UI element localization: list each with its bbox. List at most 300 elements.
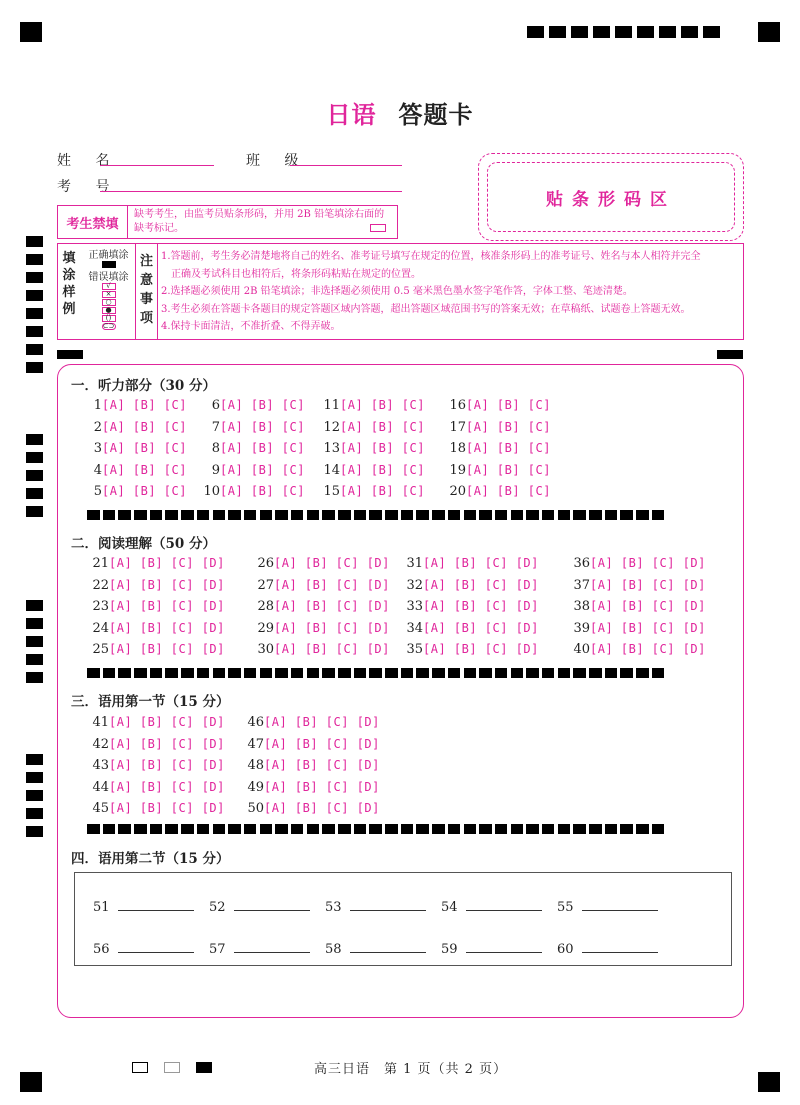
question-number: 53 [325,900,342,915]
question-number: 8 [211,441,220,456]
answer-options[interactable]: [A] [B] [C] [D] [109,715,225,729]
timing-mark [495,824,508,834]
question-row [446,420,551,435]
fill-in-blank[interactable] [93,899,194,915]
question-row [82,463,187,478]
timing-mark [620,824,633,834]
question-number: 60 [557,942,574,957]
timing-mark [401,824,414,834]
timing-mark [589,668,602,678]
timing-mark [479,510,492,520]
answer-options[interactable]: [A] [B] [C] [220,419,305,434]
answer-options[interactable]: [A] [B] [C] [466,441,551,455]
timing-mark [260,824,273,834]
question-number: 28 [257,599,274,614]
timing-mark [448,510,461,520]
question-number: 40 [573,642,590,657]
timing-mark [103,824,116,834]
corner-mark-top-left [20,22,42,42]
timing-mark [165,668,178,678]
timing-mark [244,668,257,678]
answer-options[interactable]: [A] [B] [C] [D] [264,801,380,815]
answer-line[interactable] [118,941,194,953]
note-item: 2.选择题必须使用 2B 铅笔填涂；非选择题必须使用 0.5 毫米黑色墨水签字笔作答，字体工整、笔迹清楚。 [161,286,633,297]
class-field[interactable] [290,152,402,166]
question-row [563,599,706,614]
section-title: 四．语用第二节（15 分） [71,851,230,867]
answer-options[interactable]: [A] [B] [C] [D] [109,599,225,613]
timing-mark [589,510,602,520]
question-number: 12 [323,419,340,435]
question-row [446,398,551,413]
question-number: 11 [323,398,340,413]
question-row [563,578,706,593]
fill-in-blank[interactable] [557,899,658,915]
fill-in-blank[interactable] [441,899,542,915]
answer-options[interactable]: [A] [B] [C] [D] [109,758,225,772]
question-row [82,621,225,636]
answer-options[interactable]: [A] [B] [C] [D] [423,577,539,592]
timing-mark [573,510,586,520]
timing-mark [479,824,492,834]
question-row [82,484,187,499]
question-number: 57 [209,942,226,957]
answer-options[interactable]: [A] [B] [C] [D] [590,599,706,613]
answer-options[interactable]: [A] [B] [C] [466,462,551,477]
answer-line[interactable] [234,899,310,911]
timing-mark [401,668,414,678]
answer-options[interactable]: [A] [B] [C] [466,484,551,498]
page-marker-filled [196,1062,212,1073]
question-row [82,801,225,816]
question-row [563,621,706,636]
answer-options[interactable]: [A] [B] [C] [D] [423,642,539,656]
question-row [82,578,225,593]
question-row [82,556,225,571]
fill-in-blank[interactable] [209,899,310,915]
answer-options[interactable]: [A] [B] [C] [466,398,551,412]
timing-mark [197,824,210,834]
timing-mark [291,824,304,834]
page-title [0,95,800,130]
timing-mark [589,824,602,834]
question-number: 25 [92,642,109,657]
question-row [82,780,225,795]
timing-mark [260,510,273,520]
timing-mark [464,668,477,678]
timing-mark [558,510,571,520]
timing-mark [118,824,131,834]
question-row [82,420,187,435]
separator-marks [87,510,664,520]
question-number: 39 [573,620,590,636]
timing-mark [573,824,586,834]
answer-options[interactable]: [A] [B] [C] [220,484,305,498]
side-mark-left [57,350,83,359]
timing-mark [448,824,461,834]
timing-mark [652,668,665,678]
answer-options[interactable]: [A] [B] [C] [D] [423,556,539,570]
question-number: 54 [441,900,458,915]
answer-options[interactable]: [A] [B] [C] [340,398,425,412]
timing-mark [103,510,116,520]
question-row [320,420,425,435]
page-marker-light [164,1062,180,1073]
timing-mark [369,668,382,678]
question-row [396,578,539,593]
timing-mark [181,824,194,834]
timing-mark [526,668,539,678]
question-number: 36 [573,556,590,571]
separator-marks [87,668,664,678]
absent-mark-box[interactable] [370,224,386,232]
fill-in-blank[interactable] [325,941,426,957]
answer-line[interactable] [118,899,194,911]
absent-text: 缺考考生，由监考员贴条形码，并用 2B 铅笔填涂右面的缺考标记。 [134,209,385,234]
timing-mark [338,510,351,520]
answer-options[interactable]: [A] [B] [C] [D] [264,736,380,751]
timing-mark [636,510,649,520]
question-number: 9 [211,462,220,478]
answer-options[interactable]: [A] [B] [C] [D] [423,620,539,635]
question-number: 7 [211,419,220,435]
timing-mark [118,510,131,520]
section-title: 三．语用第一节（15 分） [71,694,230,710]
answer-options[interactable]: [A] [B] [C] [D] [423,599,539,613]
fill-in-blank[interactable] [325,899,426,915]
question-number: 3 [93,441,102,456]
question-row [237,758,380,773]
sample-side-label: 填 涂 样 例 [62,251,76,317]
question-row [320,441,425,456]
note-item: 3.考生必须在答题卡各题目的规定答题区域内答题，超出答题区域范围书写的答案无效；在草稿纸、试题卷上答题无效。 [161,303,691,315]
question-number: 47 [247,736,264,752]
answer-options[interactable]: [A] [B] [C] [D] [590,556,706,570]
name-field[interactable] [100,152,214,166]
question-row [247,556,390,571]
answer-options[interactable]: [A] [B] [C] [D] [274,620,390,635]
question-number: 17 [449,419,466,435]
question-number: 56 [93,942,110,957]
answer-options[interactable]: [A] [B] [C] [D] [590,642,706,656]
timing-mark [150,824,163,834]
timing-mark [636,668,649,678]
answer-options[interactable]: [A] [B] [C] [D] [274,599,390,613]
timing-mark [228,510,241,520]
answer-line[interactable] [466,941,542,953]
page-marker-empty [132,1062,148,1073]
timing-mark [416,824,429,834]
question-row [82,398,187,413]
class-label: 班 级 [246,153,309,169]
answer-line[interactable] [466,899,542,911]
answer-options[interactable]: [A] [B] [C] [D] [590,620,706,635]
question-number: 29 [257,620,274,636]
answer-options[interactable]: [A] [B] [C] [102,462,187,477]
wrong-mark-paren: () [102,315,116,322]
answer-options[interactable]: [A] [B] [C] [340,462,425,477]
answer-options[interactable]: [A] [B] [C] [D] [274,642,390,656]
answer-options[interactable]: [A] [B] [C] [102,419,187,434]
timing-mark [197,510,210,520]
question-number: 4 [93,462,102,478]
timing-mark [652,510,665,520]
timing-mark [181,510,194,520]
timing-mark [165,510,178,520]
timing-mark [181,668,194,678]
question-row [82,441,187,456]
timing-mark [558,668,571,678]
question-number: 13 [323,441,340,456]
separator-marks [87,824,664,834]
question-row [396,621,539,636]
timing-mark [620,668,633,678]
question-number: 45 [92,801,109,816]
question-row [82,737,225,752]
fill-sample [82,244,136,339]
question-row [200,398,305,413]
timing-mark [244,824,257,834]
question-row [446,441,551,456]
question-number: 15 [323,484,340,499]
answer-options[interactable]: [A] [B] [C] [D] [264,779,380,794]
question-row [247,642,390,657]
question-number: 34 [406,620,423,636]
question-number: 24 [92,620,109,636]
answer-options[interactable]: [A] [B] [C] [102,484,187,498]
section-title: 一．听力部分（30 分） [71,378,216,394]
timing-mark [165,824,178,834]
timing-mark [150,510,163,520]
timing-mark [464,824,477,834]
corner-mark-top-right [758,22,780,42]
answer-options[interactable]: [A] [B] [C] [D] [109,779,225,794]
question-row [396,556,539,571]
answer-options[interactable]: [A] [B] [C] [D] [109,620,225,635]
timing-mark [432,824,445,834]
timing-mark [542,824,555,834]
answer-line[interactable] [350,941,426,953]
answer-options[interactable]: [A] [B] [C] [D] [274,577,390,592]
side-mark-right [717,350,743,359]
timing-mark [526,824,539,834]
answer-options[interactable]: [A] [B] [C] [D] [264,715,380,729]
timing-mark [134,668,147,678]
correct-fill-mark [102,261,116,268]
fill-in-blank[interactable] [557,941,658,957]
question-number: 10 [203,484,220,499]
question-row [446,463,551,478]
timing-mark [636,824,649,834]
timing-mark [652,824,665,834]
timing-mark [103,668,116,678]
question-row [320,463,425,478]
question-number: 5 [93,484,102,499]
question-row [82,642,225,657]
question-number: 43 [92,758,109,773]
wrong-mark-circle: ○ [102,299,116,306]
wrong-mark-cross: × [102,291,116,298]
question-row [237,801,380,816]
timing-mark [495,510,508,520]
answer-line[interactable] [582,899,658,911]
answer-options[interactable]: [A] [B] [C] [102,441,187,455]
timing-mark [369,510,382,520]
timing-mark [479,668,492,678]
question-row [320,398,425,413]
question-number: 58 [325,942,342,957]
answer-options[interactable]: [A] [B] [C] [220,398,305,412]
question-row [396,599,539,614]
timing-mark [401,510,414,520]
timing-mark [369,824,382,834]
question-number: 37 [573,577,590,593]
timing-mark [87,824,100,834]
timing-mark [134,510,147,520]
question-number: 30 [257,642,274,657]
question-number: 23 [92,599,109,614]
timing-mark [322,824,335,834]
timing-mark [275,510,288,520]
corner-mark-bottom-left [20,1072,42,1092]
timing-mark [213,668,226,678]
question-number: 35 [406,642,423,657]
timing-mark [542,510,555,520]
question-number: 55 [557,900,574,915]
timing-mark [620,510,633,520]
question-row [563,642,706,657]
fill-in-blank[interactable] [209,941,310,957]
question-row [237,715,380,730]
timing-mark [307,510,320,520]
question-number: 48 [247,758,264,773]
note-item: 4.保持卡面清洁，不准折叠、不得弄破。 [161,321,341,332]
exam-id-field[interactable] [100,178,402,192]
question-row [563,556,706,571]
timing-mark [150,668,163,678]
answer-options[interactable]: [A] [B] [C] [466,419,551,434]
answer-options[interactable]: [A] [B] [C] [102,398,187,412]
question-number: 6 [211,398,220,413]
question-row [247,621,390,636]
timing-mark [464,510,477,520]
answer-options[interactable]: [A] [B] [C] [340,419,425,434]
absent-label: 考生禁填 [58,206,128,238]
answer-options[interactable]: [A] [B] [C] [D] [109,801,225,815]
timing-mark [573,668,586,678]
answer-options[interactable]: [A] [B] [C] [220,462,305,477]
timing-mark [354,824,367,834]
timing-mark [354,510,367,520]
fill-in-blank[interactable] [93,941,194,957]
question-row [82,599,225,614]
timing-mark [228,668,241,678]
answer-line[interactable] [350,899,426,911]
question-number: 16 [449,398,466,413]
timing-mark [385,824,398,834]
answer-options[interactable]: [A] [B] [C] [D] [264,758,380,772]
section-title: 二．阅读理解（50 分） [71,536,216,552]
timing-mark [291,510,304,520]
timing-mark [448,668,461,678]
timing-mark [322,668,335,678]
timing-mark [322,510,335,520]
question-number: 22 [92,577,109,593]
notes-side-label: 注 意 事 项 [136,244,158,339]
question-number: 44 [92,779,109,795]
timing-mark [197,668,210,678]
question-number: 27 [257,577,274,593]
timing-mark [244,510,257,520]
question-row [237,780,380,795]
answer-options[interactable]: [A] [B] [C] [D] [590,577,706,592]
timing-mark [213,824,226,834]
timing-mark [118,668,131,678]
timing-mark [87,668,100,678]
answer-options[interactable]: [A] [B] [C] [D] [109,577,225,592]
timing-mark [307,824,320,834]
timing-mark [275,824,288,834]
answer-options[interactable]: [A] [B] [C] [D] [274,556,390,570]
wrong-mark-dot: ● [102,307,116,314]
timing-mark [338,824,351,834]
absent-section [57,205,398,239]
question-number: 14 [323,462,340,478]
question-number: 41 [92,715,109,730]
correct-fill-label: 正确填涂 [88,250,129,261]
instructions-section [57,243,744,340]
timing-mark [307,668,320,678]
question-number: 59 [441,942,458,957]
question-row [247,599,390,614]
fill-in-blank[interactable] [441,941,542,957]
timing-mark [432,510,445,520]
timing-mark [542,668,555,678]
timing-mark [87,510,100,520]
timing-mark [338,668,351,678]
notes-text [161,248,741,336]
wrong-mark-oval: ⊂⊃ [102,322,115,330]
timing-mark [275,668,288,678]
answer-options[interactable]: [A] [B] [C] [D] [109,736,225,751]
question-row [200,420,305,435]
timing-mark [228,824,241,834]
timing-mark [213,510,226,520]
answer-options[interactable]: [A] [B] [C] [340,484,425,498]
top-timing-marks [527,26,720,38]
answer-options[interactable]: [A] [B] [C] [220,441,305,455]
timing-mark [260,668,273,678]
answer-line[interactable] [234,941,310,953]
timing-mark [605,824,618,834]
name-label: 姓 名 [57,153,120,169]
question-number: 50 [247,801,264,816]
answer-options[interactable]: [A] [B] [C] [340,441,425,455]
question-number: 52 [209,900,226,915]
answer-line[interactable] [582,941,658,953]
question-number: 49 [247,779,264,795]
question-number: 21 [92,556,109,571]
answer-options[interactable]: [A] [B] [C] [D] [109,642,225,656]
answer-options[interactable]: [A] [B] [C] [D] [109,556,225,570]
question-number: 19 [449,462,466,478]
barcode-area[interactable] [478,153,744,241]
subject-title: 日语 [326,100,377,129]
wrong-fill-label: 错误填涂 [88,272,129,283]
exam-id-label: 考 号 [57,179,120,195]
question-row [446,484,551,499]
question-number: 42 [92,736,109,752]
